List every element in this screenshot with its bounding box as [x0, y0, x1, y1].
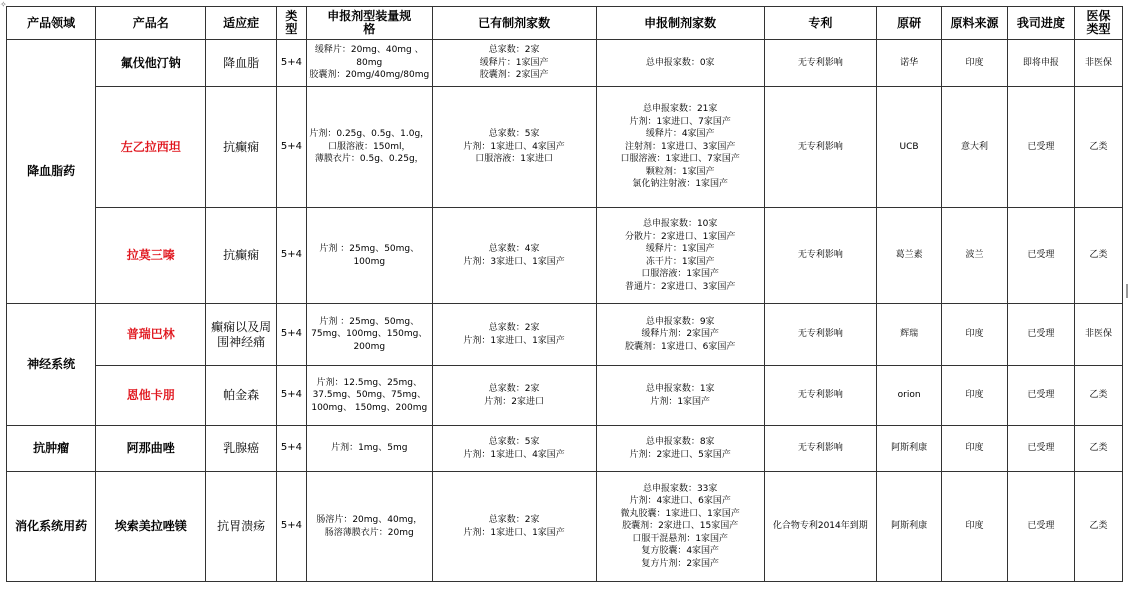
applying-cell: [596, 472, 764, 582]
type-cell: 5+4: [276, 426, 306, 472]
existing-cell: [432, 304, 596, 366]
product-name: 左乙拉西坦: [96, 87, 206, 208]
existing-line: 片剂：2家进口: [484, 396, 544, 407]
applying-cell: [596, 87, 764, 208]
product-name: 拉莫三嗪: [96, 208, 206, 304]
type-cell: 5+4: [276, 304, 306, 366]
api-source-cell: 意大利: [942, 87, 1007, 208]
table-row: [7, 472, 1123, 582]
header-type: [276, 7, 306, 40]
existing-line: 片剂：1家进口、4家国产: [463, 449, 565, 460]
product-name: 埃索美拉唑镁: [96, 472, 206, 582]
applying-line: 冻干片：1家国产: [645, 256, 715, 267]
spec-cell: [306, 208, 432, 304]
indication-cell: 癫痫以及周围神经痛: [206, 304, 277, 366]
applying-line: 普通片：2家进口、3家国产: [624, 281, 736, 292]
applying-line: 总申报家数：0家: [645, 57, 715, 68]
insurance-cell: 非医保: [1075, 40, 1123, 87]
type-cell: 5+4: [276, 472, 306, 582]
progress-cell: 已受理: [1007, 426, 1074, 472]
header-indication: 适应症: [206, 7, 277, 40]
header-patent: 专利: [764, 7, 876, 40]
applying-cell: [596, 208, 764, 304]
existing-cell: [432, 426, 596, 472]
api-source-cell: 印度: [942, 366, 1007, 426]
type-cell: 5+4: [276, 40, 306, 87]
applying-line: 微丸胶囊：1家进口、1家国产: [620, 508, 740, 519]
applying-line: 氯化钠注射液：1家国产: [632, 179, 729, 190]
indication-cell: 抗癫痫: [206, 87, 277, 208]
spec-cell: [306, 304, 432, 366]
header-row: [7, 7, 1123, 40]
header-originator: 原研: [876, 7, 941, 40]
progress-cell: 已受理: [1007, 366, 1074, 426]
progress-cell: 即将申报: [1007, 40, 1074, 87]
spec-cell: [306, 472, 432, 582]
applying-line: 片剂：1家进口、7家国产: [629, 116, 731, 127]
existing-line: 缓释片：1家国产: [479, 57, 549, 68]
existing-line: 总家数：2家: [488, 515, 540, 525]
api-source-cell: 印度: [942, 472, 1007, 582]
applying-line: 总申报家数：21家: [642, 104, 718, 115]
patent-cell: [764, 472, 876, 582]
originator-cell: 诺华: [876, 40, 941, 87]
applying-line: 缓释片剂：2家国产: [641, 329, 720, 340]
product-name: 恩他卡朋: [96, 366, 206, 426]
progress-cell: 已受理: [1007, 472, 1074, 582]
spec-line: 片剂：1mg、5mg: [331, 443, 408, 454]
applying-line: 缓释片：4家国产: [645, 129, 715, 140]
applying-line: 复方胶囊：4家国产: [641, 546, 720, 557]
existing-line: 总家数：2家: [488, 45, 540, 56]
existing-line: 胶囊剂：2家国产: [479, 70, 549, 81]
product-table: [6, 6, 1123, 582]
spec-line: 薄膜衣片：0.5g、0.25g，: [314, 154, 424, 165]
indication-cell: 抗癫痫: [206, 208, 277, 304]
existing-cell: [432, 366, 596, 426]
api-source-cell: 印度: [942, 40, 1007, 87]
applying-cell: [596, 304, 764, 366]
api-source-cell: 波兰: [942, 208, 1007, 304]
patent-cell: 无专利影响: [764, 366, 876, 426]
spec-line: 片剂：0.25g、0.5g、1.0g，: [309, 129, 430, 140]
spec-line: 胶囊剂：20mg/40mg/80mg: [309, 70, 430, 81]
applying-line: 胶囊剂：1家进口、6家国产: [624, 341, 736, 352]
header-applying: 申报制剂家数: [596, 7, 764, 40]
existing-cell: [432, 472, 596, 582]
originator-cell: UCB: [876, 87, 941, 208]
insurance-cell: 乙类: [1075, 366, 1123, 426]
spec-line: 片剂 ：25mg、50mg、100mg: [319, 244, 420, 267]
table-row: [7, 426, 1123, 472]
spec-cell: [306, 40, 432, 87]
applying-cell: [596, 40, 764, 87]
table-row: [7, 40, 1123, 87]
applying-cell: [596, 426, 764, 472]
patent-text: 化合物专利2014年到期: [772, 521, 868, 532]
applying-line: 口服干混悬剂：1家国产: [632, 533, 729, 544]
applying-line: 片剂：4家进口、6家国产: [629, 496, 731, 507]
existing-cell: [432, 208, 596, 304]
applying-line: 片剂：1家国产: [650, 396, 711, 407]
domain-cell: 抗肿瘤: [7, 426, 96, 472]
originator-cell: 葛兰素: [876, 208, 941, 304]
product-name: 普瑞巴林: [96, 304, 206, 366]
originator-cell: 阿斯利康: [876, 472, 941, 582]
header-insurance-label: 医保类型: [1086, 9, 1111, 36]
header-name: 产品名: [96, 7, 206, 40]
originator-cell: 阿斯利康: [876, 426, 941, 472]
spec-line: 片剂 ：25mg、50mg、75mg、100mg、150mg、200mg: [311, 316, 428, 352]
applying-line: 总申报家数：1家: [645, 384, 715, 394]
insurance-cell: 乙类: [1075, 426, 1123, 472]
product-name: 氟伐他汀钠: [96, 40, 206, 87]
existing-line: 片剂：3家进口、1家国产: [463, 256, 565, 267]
applying-line: 缓释片：1家国产: [645, 244, 715, 254]
insurance-cell: 乙类: [1075, 472, 1123, 582]
header-domain: 产品领域: [7, 7, 96, 40]
patent-cell: 无专利影响: [764, 304, 876, 366]
existing-line: 总家数：5家: [488, 129, 540, 140]
applying-line: 总申报家数：33家: [642, 483, 718, 494]
header-spec: [306, 7, 432, 40]
table-row: [7, 87, 1123, 208]
applying-line: 片剂：2家进口、5家国产: [629, 449, 731, 460]
insurance-cell: 乙类: [1075, 87, 1123, 208]
api-source-cell: 印度: [942, 426, 1007, 472]
existing-line: 片剂：1家进口、1家国产: [463, 335, 565, 346]
originator-cell: 辉瑞: [876, 304, 941, 366]
table-row: [7, 208, 1123, 304]
existing-cell: [432, 87, 596, 208]
spec-cell: [306, 87, 432, 208]
type-cell: 5+4: [276, 366, 306, 426]
spec-line: 缓释片：20mg、40mg 、80mg: [314, 45, 424, 68]
applying-line: 口服溶液：1家国产: [641, 269, 720, 279]
table-row: [7, 304, 1123, 366]
existing-line: 总家数：2家: [488, 323, 540, 333]
existing-line: 总家数：5家: [488, 437, 540, 447]
patent-cell: 无专利影响: [764, 40, 876, 87]
product-name: 阿那曲唑: [96, 426, 206, 472]
spec-line: 肠溶片：20mg、40mg，: [316, 515, 423, 525]
originator-cell: orion: [876, 366, 941, 426]
applying-line: 总申报家数：10家: [642, 219, 718, 229]
insurance-cell: 乙类: [1075, 208, 1123, 304]
existing-line: 片剂：1家进口、1家国产: [463, 527, 565, 538]
spec-line: 肠溶薄膜衣片：20mg: [324, 527, 414, 538]
corner-marker: ✧: [0, 0, 7, 9]
existing-line: 口服溶液：1家进口: [475, 154, 553, 165]
domain-cell: 神经系统: [7, 304, 96, 426]
type-cell: 5+4: [276, 208, 306, 304]
applying-line: 口服溶液：1家进口、7家国产: [620, 154, 740, 165]
spec-cell: [306, 366, 432, 426]
applying-line: 总申报家数：8家: [645, 437, 715, 447]
header-progress: 我司进度: [1007, 7, 1074, 40]
spec-line: 口服溶液：150ml，: [328, 141, 411, 152]
header-existing: 已有制剂家数: [432, 7, 596, 40]
spec-cell: [306, 426, 432, 472]
applying-line: 注射剂：1家进口、3家国产: [624, 141, 736, 152]
spec-line: 片剂：12.5mg、25mg、37.5mg、50mg、75mg、100mg、 150mg、200mg: [311, 377, 428, 413]
type-cell: 5+4: [276, 87, 306, 208]
existing-line: 总家数：2家: [488, 384, 540, 394]
applying-line: 总申报家数：9家: [645, 316, 715, 327]
indication-cell: 乳腺癌: [206, 426, 277, 472]
header-api-source: 原料来源: [942, 7, 1007, 40]
existing-line: 总家数：4家: [488, 244, 540, 254]
header-insurance: [1075, 7, 1123, 40]
insurance-cell: 非医保: [1075, 304, 1123, 366]
patent-cell: 无专利影响: [764, 426, 876, 472]
patent-cell: 无专利影响: [764, 87, 876, 208]
applying-line: 复方片剂：2家国产: [641, 558, 720, 569]
api-source-cell: 印度: [942, 304, 1007, 366]
applying-line: 颗粒剂：1家国产: [645, 166, 715, 177]
indication-cell: 帕金森: [206, 366, 277, 426]
applying-cell: [596, 366, 764, 426]
header-type-label: 类型: [285, 9, 298, 36]
applying-line: 分散片：2家进口、1家国产: [624, 231, 736, 242]
indication-cell: 抗胃溃疡: [206, 472, 277, 582]
existing-line: 片剂：1家进口、4家国产: [463, 141, 565, 152]
progress-cell: 已受理: [1007, 208, 1074, 304]
indication-cell: 降血脂: [206, 40, 277, 87]
existing-cell: [432, 40, 596, 87]
progress-cell: 已受理: [1007, 304, 1074, 366]
progress-cell: 已受理: [1007, 87, 1074, 208]
applying-line: 胶囊剂：2家进口、15家国产: [622, 521, 739, 532]
domain-cell: 降血脂药: [7, 40, 96, 304]
patent-cell: 无专利影响: [764, 208, 876, 304]
domain-cell: 消化系统用药: [7, 472, 96, 582]
header-spec-label: 申报剂型装量规格: [327, 9, 412, 36]
table-row: [7, 366, 1123, 426]
